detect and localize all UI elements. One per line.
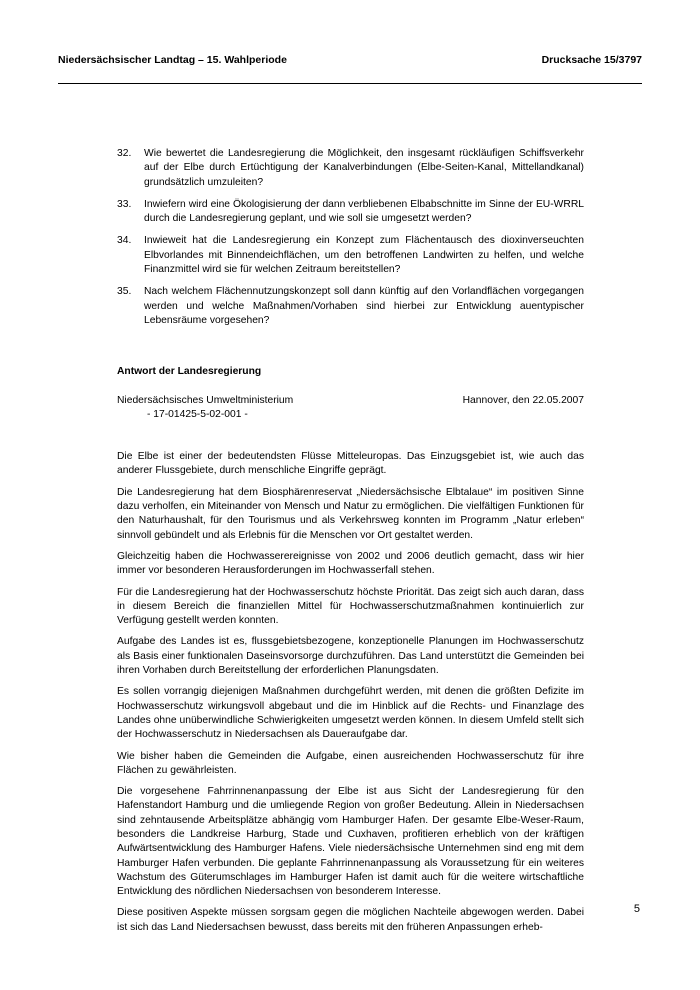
answer-heading: Antwort der Landesregierung [117, 366, 262, 378]
question-text: Inwiefern wird eine Ökologisierung der dann verbliebenen Elbabschnitte im Sinne der EU-WRRL durch die Landesregierung geplant, und wie soll sie umgesetzt werden? [144, 198, 584, 225]
answer-paragraph: Für die Landesregierung hat der Hochwasserschutz höchste Priorität. Das zeigt sich auch daran, dass in diesem Bereich die finanziellen Mittel für Hochwasserschutzmaßnahmen kontinuierlich zur Verfügung gestellt werden konnten. [117, 586, 584, 627]
question-list [117, 147, 584, 328]
answer-paragraph: Es sollen vorrangig diejenigen Maßnahmen durchgeführt werden, mit denen die größten Defizite im Hochwasserschutz wirkungsvoll abgebaut und die im Hinblick auf die Rechts- und Finanzlage des Landes ohne unüberwindliche Schwierigkeiten umgesetzt werden können. In diesem Umfeld stellt sich der Hochwasserschutz in Niedersachsen als Daueraufgabe dar. [117, 686, 584, 741]
answer-paragraph: Wie bisher haben die Gemeinden die Aufgabe, einen ausreichenden Hochwasserschutz für ihre Flächen zu gewährleisten. [117, 750, 584, 776]
answer-paragraph: Gleichzeitig haben die Hochwasserereignisse von 2002 und 2006 deutlich gemacht, dass wir hier immer vor besonderen Herausforderungen im Hochwasserfall stehen. [117, 550, 584, 577]
answer-paragraph: Die Elbe ist einer der bedeutendsten Flüsse Mitteleuropas. Das Einzugsgebiet ist, wie auch das anderer Flussgebiete, durch menschliche Eingriffe geprägt. [117, 451, 584, 477]
question-text: Wie bewertet die Landesregierung die Möglichkeit, den insgesamt rückläufigen Schiffsverkehr auf der Elbe durch Ertüchtigung der Kanalverbindungen (Elbe-Seiten-Kanal, Mittellandkanal) grundsätzlich umzuleiten? [144, 148, 584, 188]
question-number: 34. [117, 235, 132, 247]
ministry-line [117, 394, 584, 408]
question-item [117, 147, 584, 190]
page-number: 5 [633, 903, 640, 915]
answer-paragraph: Aufgabe des Landes ist es, flussgebietsbezogene, konzeptionelle Planungen im Hochwasserschutz als Basis einer funktionalen Daseinsvorsorge durchzuführen. Das Land unterstützt die Gemeinden bei ihren Vorhaben durch Bereitstellung der erforderlichen Planungsdaten. [117, 636, 584, 677]
header-divider [58, 83, 642, 84]
document-body [117, 147, 584, 942]
place-date: Hannover, den 22.05.2007 [462, 394, 584, 406]
question-text: Nach welchem Flächennutzungskonzept soll dann künftig auf den Vorlandflächen vorgegangen werden und welche Maßnahmen/Vorhaben sind hierbei zur Entwicklung auentypischer Lebensräume vorgesehen? [144, 286, 584, 326]
question-number: 32. [117, 148, 132, 159]
answer-paragraph: Die Landesregierung hat dem Biosphärenreservat „Niedersächsische Elbtalaue“ im positiven Sinne dazu verholfen, ein Miteinander von Mensch und Natur zu ermöglichen. Die vielfältigen Funktionen für den Naturhaushalt, für den Tourismus und als Verkehrsweg konnten im Programm „Natur erleben“ sinnvoll gebündelt und als Erlebnis für die Menschen vor Ort gestaltet werden. [117, 486, 584, 541]
ministry-name: Niedersächsisches Umweltministerium [117, 394, 294, 406]
question-item [117, 285, 584, 328]
question-item [117, 198, 584, 227]
answer-paragraph: Die vorgesehene Fahrrinnenanpassung der Elbe ist aus Sicht der Landesregierung für den Hafenstandort Hamburg und die umliegende Region von großer Bedeutung. Allein in Niedersachsen sind zehntausende Arbeitsplätze abhängig vom Hamburger Hafen. Der gesamte Elbe-Weser-Raum, besonders die Landkreise Harburg, Stade und Cuxhaven, profitieren erheblich von der kräftigen Aufwärtsentwicklung des Hamburger Hafens. Viele niedersächsische Unternehmen sind eng mit dem Hamburger Hafen verbunden. Die geplante Fahrrinnenanpassung als Voraussetzung für ein weiteres Wachstum des Güterumschlages im Hamburger Hafen ist damit auch für die weitere wirtschaftliche Entwicklung des nördlichen Niedersachsen von besonderem Interesse. [117, 786, 584, 898]
question-number: 35. [117, 286, 132, 298]
question-text: Inwieweit hat die Landesregierung ein Konzept zum Flächentausch des dioxinverseuchten Elbvorlandes mit Binnendeichflächen, um den betroffenen Landwirten zu helfen, und welche Finanzmittel wird sie für welchen Zeitraum bereitstellen? [144, 235, 584, 276]
answer-paragraph: Diese positiven Aspekte müssen sorgsam gegen die möglichen Nachteile abgewogen werden. Dabei ist sich das Land Niedersachsen bewusst, dass bereits mit den früheren Anpassungen erheb- [117, 907, 584, 933]
header-document-number: Drucksache 15/3797 [541, 54, 642, 66]
reference-number: - 17-01425-5-02-001 - [147, 408, 248, 420]
header-parliament: Niedersächsischer Landtag – 15. Wahlperiode [58, 54, 287, 66]
question-item [117, 234, 584, 277]
question-number: 33. [117, 198, 132, 210]
